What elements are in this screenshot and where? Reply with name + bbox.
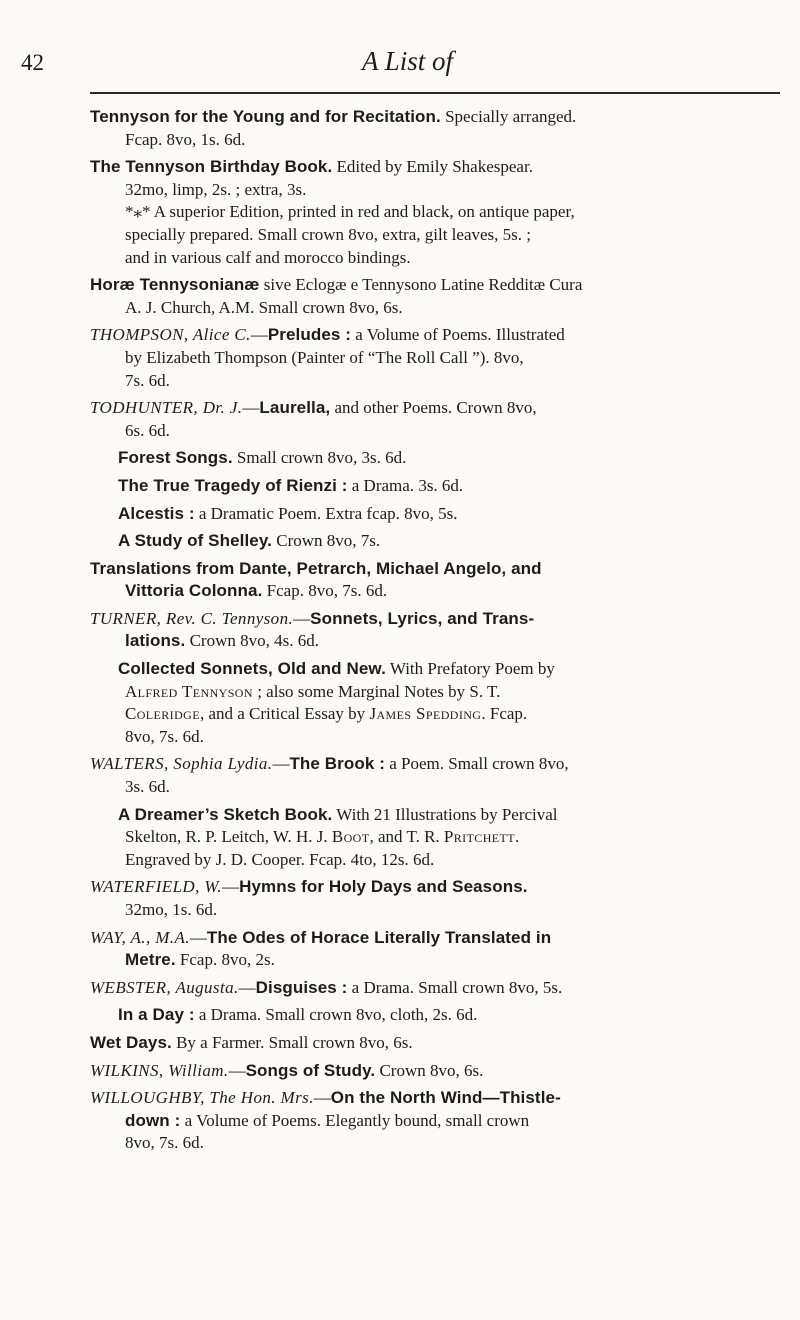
- entry-line: [90, 826, 780, 849]
- catalogue-entry: [90, 658, 780, 748]
- entry-text: a Volume of Poems. Elegantly bound, small crown: [180, 1110, 530, 1130]
- entry-text: James Spedding: [369, 704, 482, 724]
- entry-line: [90, 753, 780, 776]
- page-number: 42: [21, 50, 44, 75]
- entry-text: Crown 8vo, 7s.: [271, 531, 381, 551]
- entry-title: Forest Songs.: [118, 448, 233, 468]
- entry-text: a Drama. Small crown 8vo, 5s.: [347, 977, 563, 997]
- catalogue-entry: [90, 447, 780, 470]
- entry-author: WAY, A., M.A.: [90, 927, 190, 947]
- entry-text: 32mo, 1s. 6d.: [125, 900, 218, 919]
- entry-text: sive Eclogæ e Tennysono Latine Redditæ Cura: [259, 275, 583, 295]
- catalogue-entry: [90, 1004, 780, 1027]
- entry-line: [90, 1032, 780, 1055]
- entry-title: Wet Days.: [90, 1032, 172, 1052]
- entry-text: Skelton, R. P. Leitch, W. H. J.: [125, 827, 332, 847]
- entry-title: Translations from Dante, Petrarch, Michael Angelo, and: [90, 558, 542, 578]
- catalogue-entries: [0, 106, 800, 1160]
- entry-title: Tennyson for the Young and for Recitation.: [90, 107, 441, 126]
- catalogue-entry: [90, 1060, 780, 1083]
- entry-text: —: [228, 1060, 246, 1080]
- page-header: [0, 42, 800, 92]
- entry-text: *⁎* A superior Edition, printed in red and black, on antique paper,: [125, 202, 575, 222]
- entry-title: Sonnets, Lyrics, and Trans-: [310, 608, 535, 628]
- entry-text: Fcap. 8vo, 2s.: [175, 950, 275, 970]
- catalogue-entry: [90, 804, 780, 872]
- entry-author: TURNER, Rev. C. Tennyson.: [90, 608, 294, 628]
- entry-title: The Tennyson Birthday Book.: [90, 157, 333, 177]
- entry-author: TODHUNTER, Dr. J.: [90, 398, 243, 418]
- entry-text: Engraved by J. D. Cooper. Fcap. 4to, 12s. 6d.: [125, 849, 435, 869]
- entry-title: The Brook :: [289, 754, 385, 774]
- entry-line: [90, 1132, 780, 1155]
- entry-text: a Poem. Small crown 8vo,: [384, 754, 569, 774]
- catalogue-entry: [90, 753, 780, 798]
- entry-line: [90, 201, 780, 224]
- entry-title: A Study of Shelley.: [118, 531, 272, 551]
- entry-text: and other Poems. Crown 8vo,: [330, 398, 537, 418]
- entry-title: Laurella,: [259, 398, 331, 418]
- entry-line: [90, 247, 780, 270]
- entry-text: , and T. R.: [369, 827, 444, 847]
- entry-text: ; also some Marginal Notes by S. T.: [252, 681, 501, 701]
- entry-line: [90, 324, 780, 347]
- entry-text: Edited by Emily Shakespear.: [332, 157, 533, 177]
- entry-text: By a Farmer. Small crown 8vo, 6s.: [171, 1032, 413, 1052]
- entry-line: [90, 681, 780, 704]
- entry-text: —: [238, 977, 256, 997]
- entry-text: Coleridge: [125, 704, 200, 724]
- entry-line: [90, 179, 780, 202]
- entry-text: —: [293, 608, 311, 628]
- entry-line: [90, 274, 780, 297]
- entry-text: 7s. 6d.: [125, 370, 170, 390]
- entry-title: Songs of Study.: [245, 1060, 376, 1080]
- entry-author: WATERFIELD, W.: [90, 877, 223, 897]
- entry-text: a Volume of Poems. Illustrated: [351, 325, 565, 345]
- entry-line: [90, 977, 780, 1000]
- entry-author: WILLOUGHBY, The Hon. Mrs.: [90, 1088, 314, 1108]
- catalogue-entry: [90, 927, 780, 972]
- entry-line: [90, 370, 780, 393]
- entry-text: 8vo, 7s. 6d.: [125, 726, 204, 746]
- entry-line: [90, 106, 780, 129]
- entry-text: 6s. 6d.: [125, 420, 170, 440]
- catalogue-entry: [90, 1087, 780, 1155]
- entry-line: [90, 297, 780, 320]
- entry-line: [90, 129, 780, 152]
- entry-author: WEBSTER, Augusta.: [90, 977, 239, 997]
- entry-text: With 21 Illustrations by Percival: [332, 804, 558, 824]
- entry-line: [90, 530, 780, 553]
- entry-line: [90, 927, 780, 950]
- entry-title: Vittoria Colonna.: [125, 581, 263, 601]
- entry-text: Specially arranged.: [440, 107, 577, 126]
- catalogue-entry: [90, 475, 780, 498]
- catalogue-entry: [90, 530, 780, 553]
- entry-line: [90, 475, 780, 498]
- entry-line: [90, 630, 780, 653]
- entry-line: [90, 804, 780, 827]
- entry-line: [90, 156, 780, 179]
- entry-line: [90, 420, 780, 443]
- entry-text: Fcap. 8vo, 7s. 6d.: [262, 581, 388, 601]
- entry-text: —: [242, 398, 260, 418]
- entry-text: specially prepared. Small crown 8vo, extra, gilt leaves, 5s. ;: [125, 224, 531, 244]
- entry-line: [90, 347, 780, 370]
- entry-title: Alcestis :: [118, 503, 195, 523]
- entry-line: [90, 1110, 780, 1133]
- entry-author: THOMPSON, Alice C.: [90, 325, 251, 345]
- catalogue-entry: [90, 156, 780, 269]
- catalogue-entry: [90, 324, 780, 392]
- entry-line: [90, 447, 780, 470]
- entry-line: [90, 726, 780, 749]
- catalogue-entry: [90, 503, 780, 526]
- entry-text: Small crown 8vo, 3s. 6d.: [232, 448, 407, 468]
- catalogue-entry: [90, 1032, 780, 1055]
- entry-text: Crown 8vo, 4s. 6d.: [185, 631, 319, 651]
- entry-line: [90, 949, 780, 972]
- entry-text: . Fcap.: [481, 704, 528, 724]
- entry-line: [90, 224, 780, 247]
- entry-line: [90, 658, 780, 681]
- entry-title: The True Tragedy of Rienzi :: [118, 475, 348, 495]
- entry-line: [90, 580, 780, 603]
- entry-text: .: [514, 827, 520, 847]
- entry-text: Fcap. 8vo, 1s. 6d.: [125, 129, 246, 149]
- entry-text: by Elizabeth Thompson (Painter of “The Roll Call ”). 8vo,: [125, 347, 524, 367]
- entry-text: 32mo, limp, 2s. ; extra, 3s.: [125, 179, 307, 199]
- entry-line: [90, 899, 780, 922]
- entry-text: —: [272, 754, 290, 774]
- entry-line: [90, 503, 780, 526]
- entry-text: 3s. 6d.: [125, 777, 170, 797]
- entry-line: [90, 608, 780, 631]
- entry-text: a Dramatic Poem. Extra fcap. 8vo, 5s.: [194, 503, 458, 523]
- entry-text: —: [222, 877, 240, 897]
- entry-title: Horæ Tennysonianæ: [90, 275, 260, 295]
- catalogue-entry: [90, 876, 780, 921]
- entry-line: [90, 558, 780, 581]
- entry-title: In a Day :: [118, 1005, 195, 1025]
- entry-author: WALTERS, Sophia Lydia.: [90, 754, 273, 774]
- entry-line: [90, 1087, 780, 1110]
- entry-line: [90, 1004, 780, 1027]
- catalogue-entry: [90, 977, 780, 1000]
- catalogue-entry: [90, 106, 780, 151]
- entry-text: —: [250, 325, 268, 345]
- entry-line: [90, 397, 780, 420]
- entry-title: Disguises :: [255, 977, 348, 997]
- entry-title: lations.: [125, 631, 186, 651]
- entry-title: Collected Sonnets, Old and New.: [118, 659, 386, 679]
- entry-line: [90, 849, 780, 872]
- entry-title: Hymns for Holy Days and Seasons.: [239, 877, 528, 897]
- header-rule: [90, 92, 780, 94]
- entry-text: Boot: [331, 827, 370, 847]
- catalogue-entry: [90, 608, 780, 653]
- entry-line: [90, 1060, 780, 1083]
- entry-text: Pritchett: [443, 827, 515, 847]
- entry-line: [90, 876, 780, 899]
- catalogue-entry: [90, 558, 780, 603]
- entry-text: Crown 8vo, 6s.: [375, 1060, 484, 1080]
- entry-title: The Odes of Horace Literally Translated in: [206, 927, 552, 947]
- entry-text: Alfred Tennyson: [125, 681, 253, 701]
- entry-text: , and a Critical Essay by: [199, 704, 370, 724]
- entry-text: With Prefatory Poem by: [385, 659, 555, 679]
- entry-text: 8vo, 7s. 6d.: [125, 1133, 204, 1153]
- entry-text: a Drama. 3s. 6d.: [347, 475, 464, 495]
- entry-title: down :: [125, 1110, 181, 1130]
- catalogue-entry: [90, 274, 780, 319]
- entry-title: On the North Wind—Thistle-: [330, 1088, 561, 1108]
- entry-line: [90, 776, 780, 799]
- entry-author: WILKINS, William.: [90, 1060, 229, 1080]
- entry-title: Metre.: [125, 950, 176, 970]
- entry-text: a Drama. Small crown 8vo, cloth, 2s. 6d.: [194, 1005, 478, 1025]
- running-title: A List of: [362, 46, 454, 76]
- entry-title: A Dreamer’s Sketch Book.: [118, 804, 333, 824]
- entry-text: and in various calf and morocco bindings.: [125, 247, 411, 267]
- entry-text: —: [189, 927, 207, 947]
- entry-text: —: [313, 1088, 331, 1108]
- entry-line: [90, 703, 780, 726]
- entry-title: Preludes :: [267, 325, 352, 345]
- entry-text: A. J. Church, A.M. Small crown 8vo, 6s.: [125, 297, 403, 317]
- catalogue-entry: [90, 397, 780, 442]
